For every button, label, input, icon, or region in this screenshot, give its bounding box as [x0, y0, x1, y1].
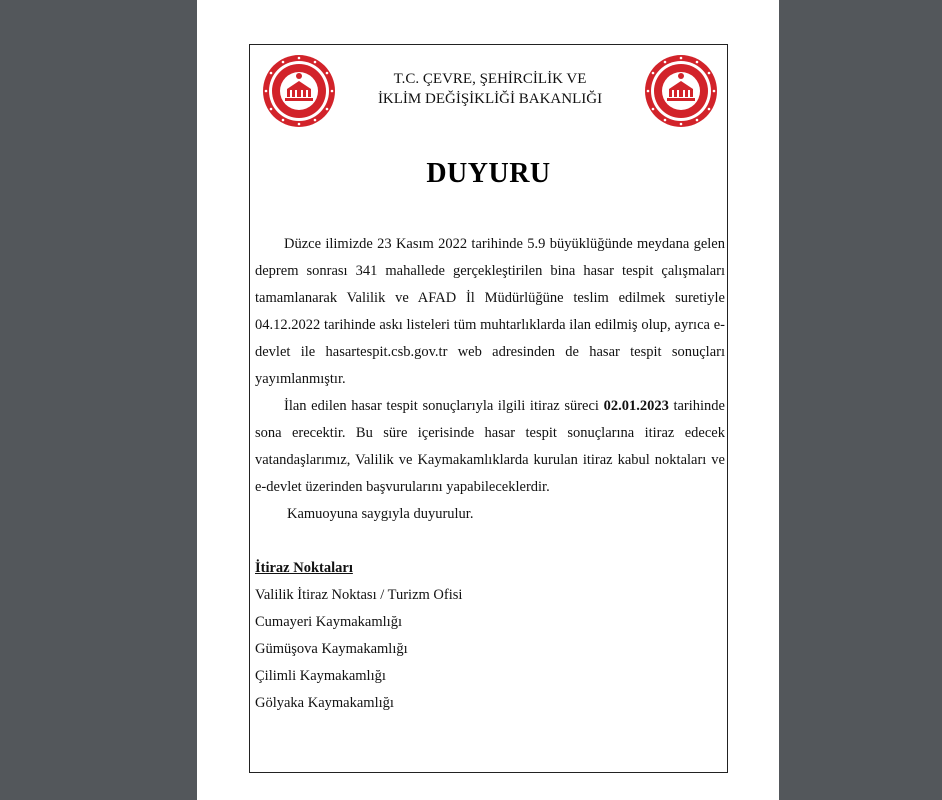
list-item: Gölyaka Kaymakamlığı — [255, 695, 394, 711]
closing-line: Kamuoyuna saygıyla duyurulur. — [287, 506, 474, 522]
ministry-seal-icon — [261, 53, 337, 129]
announcement-title: DUYURU — [426, 158, 551, 189]
announcement-body — [255, 231, 725, 528]
ministry-seal-icon — [643, 53, 719, 129]
paragraph-2-start: İlan edilen hasar tespit sonuçlarıyla ilgili itiraz süreci — [284, 398, 604, 414]
paragraph-1: Düzce ilimizde 23 Kasım 2022 tarihinde 5.9 büyüklüğünde meydana gelen deprem sonrası 341 mahallede gerçekleştirilen bina hasar tespit çalışmaları tamamlanarak Valilik ve AFAD İl Müdürlüğüne teslim edilmek suretiyle 04.12.2022 tarihinde askı listeleri tüm muhtarlıklarda ilan edilmiş olup, ayrıca e-devlet ile hasartespit.csb.gov.tr web adresinden de hasar tespit sonuçları yayımlanmıştır. — [255, 236, 725, 387]
list-item: Gümüşova Kaymakamlığı — [255, 641, 408, 657]
ministry-line-2: İKLİM DEĞİŞİKLİĞİ BAKANLIĞI — [377, 91, 603, 107]
objection-points — [255, 555, 462, 717]
announcement-frame — [249, 44, 728, 773]
list-item: Valilik İtiraz Noktası / Turizm Ofisi — [255, 587, 463, 603]
objection-points-heading: İtiraz Noktaları — [255, 560, 353, 576]
paragraph-2 — [255, 393, 725, 501]
paragraph-2-end: tarihinde sona erecektir. Bu süre içerisinde hasar tespit sonuçlarına itiraz edecek vatandaşlarımız, Valilik ve Kaymakamlıklarda kurulan itiraz kabul noktaları ve e-devlet üzerinden başvurularını yapabileceklerdir. — [255, 398, 725, 495]
list-item: Çilimli Kaymakamlığı — [255, 668, 386, 684]
deadline-date: 02.01.2023 — [603, 398, 669, 414]
list-item: Cumayeri Kaymakamlığı — [255, 614, 402, 630]
document-page — [197, 0, 779, 800]
ministry-line-1: T.C. ÇEVRE, ŞEHİRCİLİK VE — [393, 71, 587, 87]
ministry-name — [350, 69, 630, 109]
